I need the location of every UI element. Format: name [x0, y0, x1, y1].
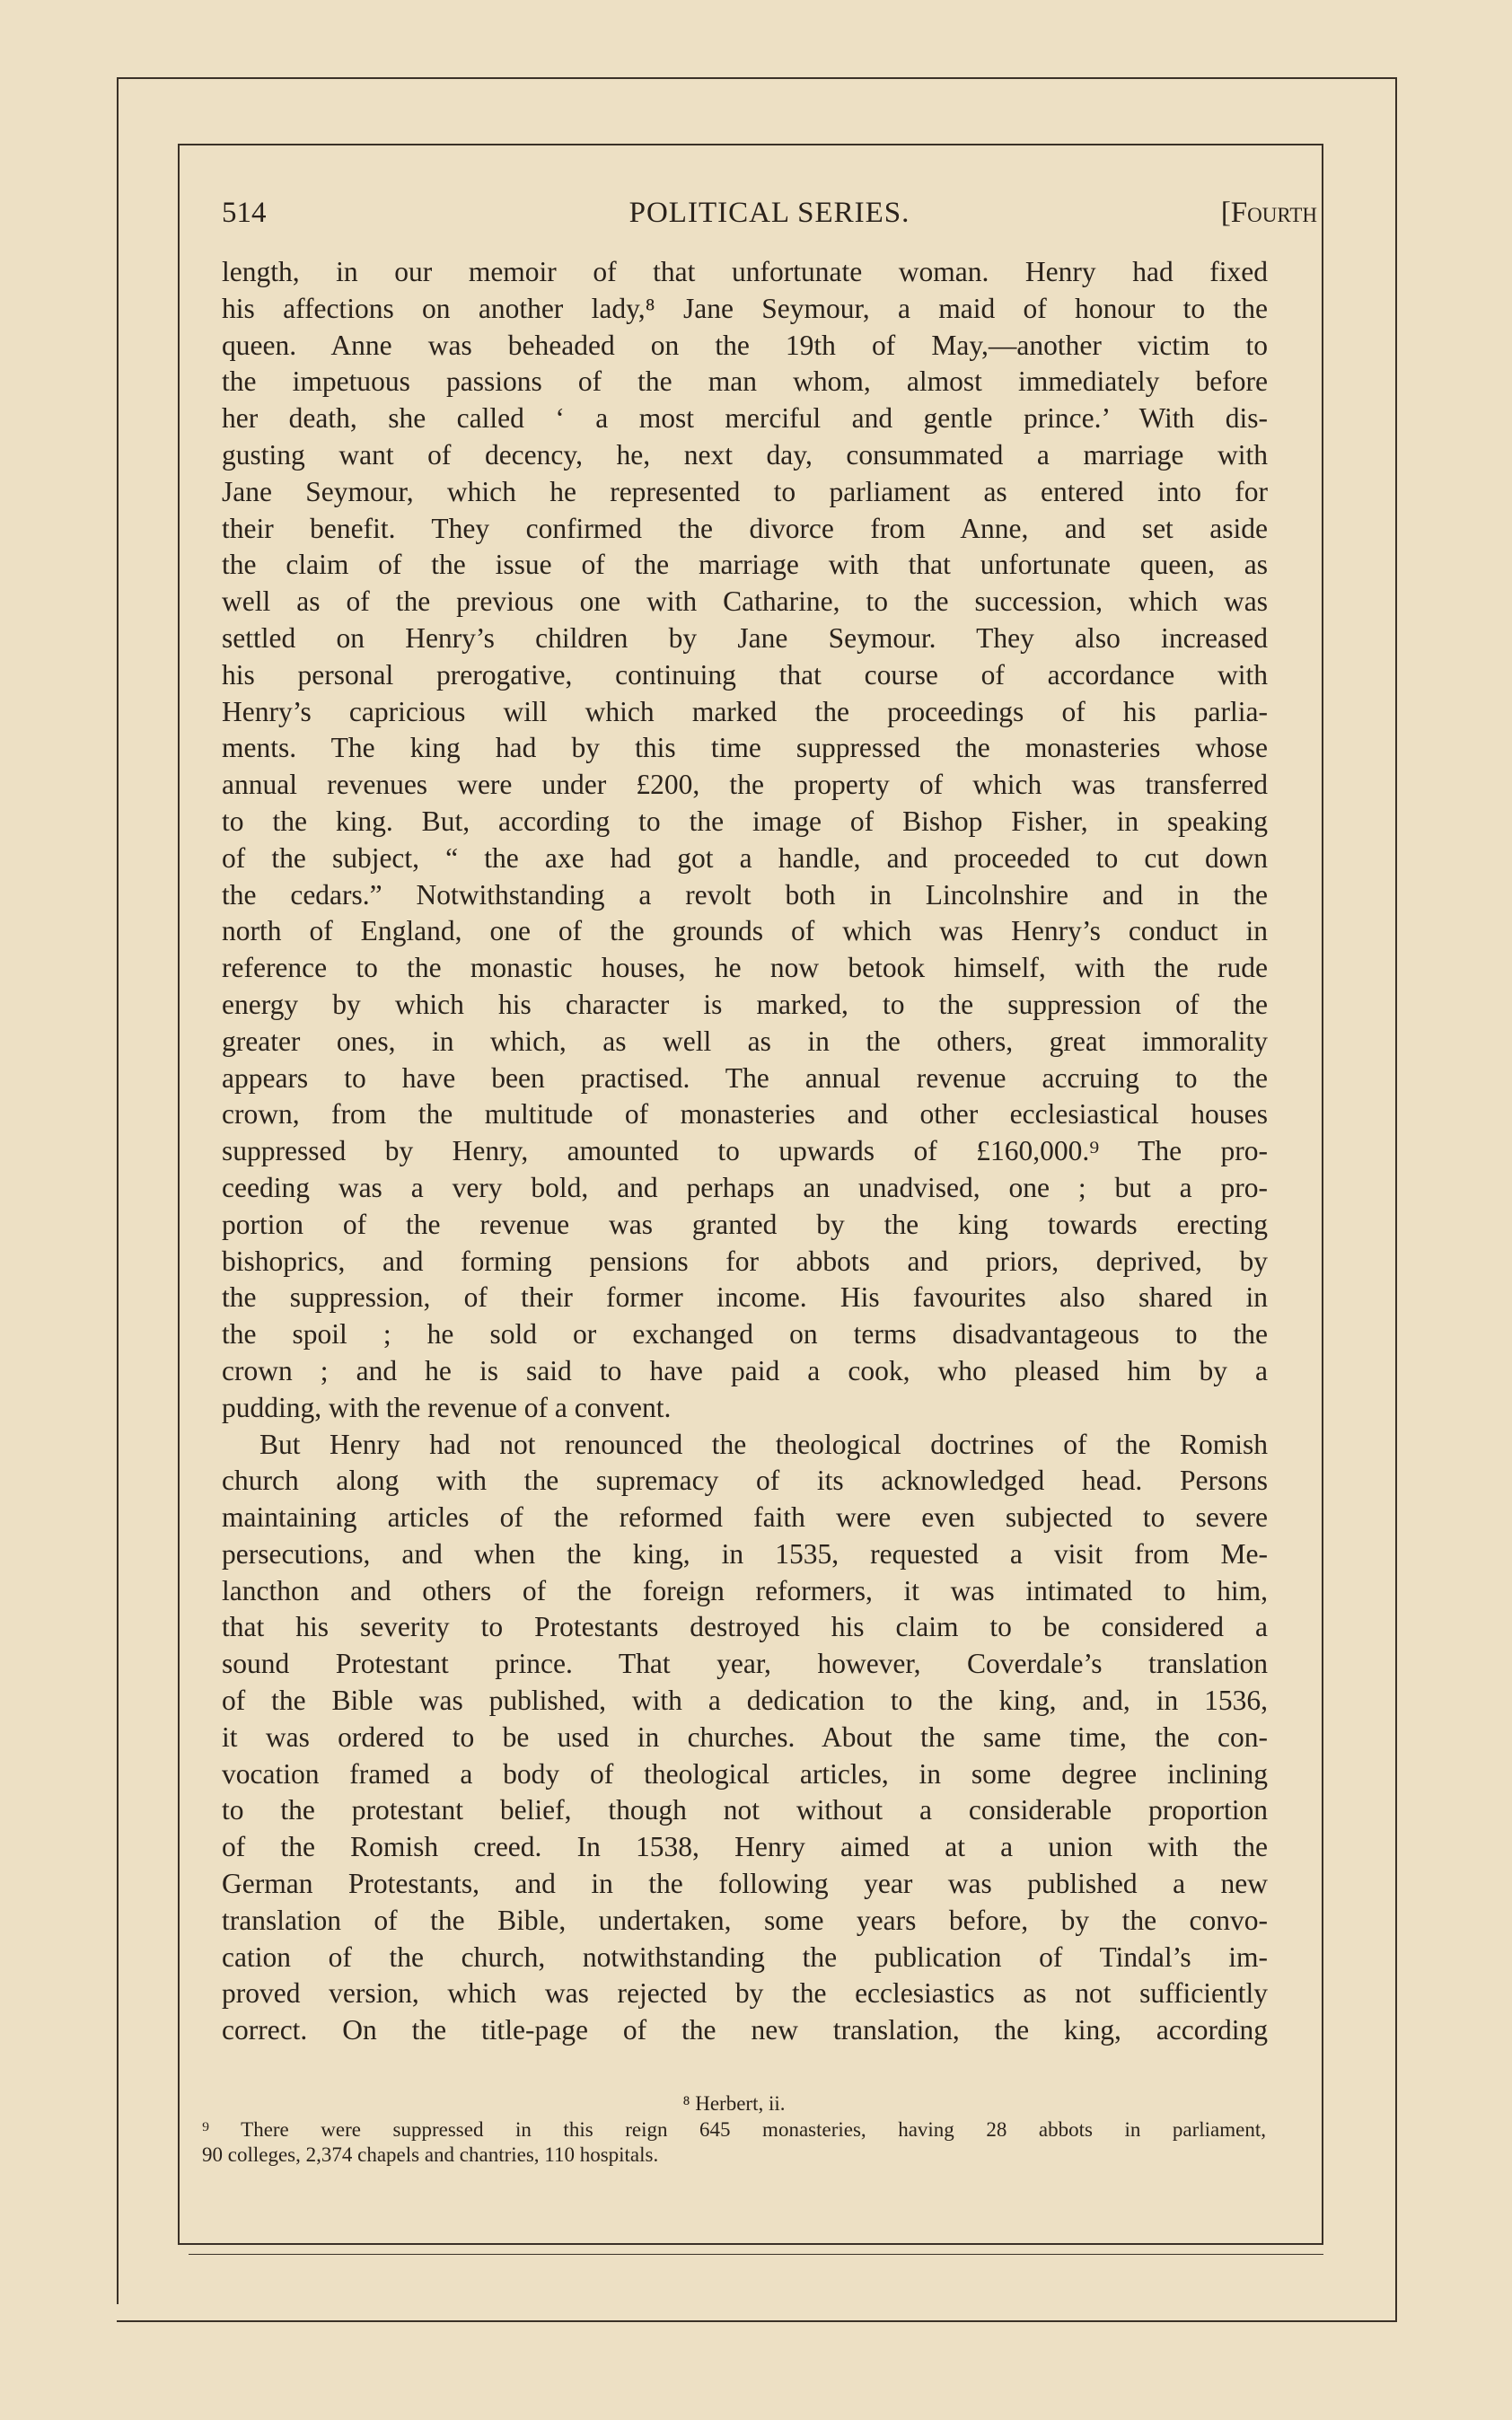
body-line: north of England, one of the grounds of which was Henry’s conduct in — [222, 915, 1268, 947]
body-line: to the protestant belief, though not without a considerable proportion — [222, 1794, 1268, 1826]
body-line: it was ordered to be used in churches. About the same time, the con- — [222, 1720, 1268, 1753]
footnote-8: ⁸ Herbert, ii. — [682, 2092, 786, 2115]
body-line: the claim of the issue of the marriage with that unfortunate queen, as — [222, 549, 1268, 581]
section-marker: [Fourth — [1220, 197, 1317, 229]
body-line: ments. The king had by this time suppressed the monasteries whose — [222, 732, 1268, 764]
body-line: greater ones, in which, as well as in the others, great immorality — [222, 1025, 1268, 1057]
body-line: well as of the previous one with Catharine, to the succession, which was — [222, 585, 1268, 618]
frame-rule-shadow-bottom — [189, 2254, 1323, 2255]
frame-rule-outer-top — [117, 77, 1397, 79]
body-line: crown ; and he is said to have paid a cook, who pleased him by a — [222, 1354, 1268, 1386]
frame-rule-outer-bottom — [117, 2320, 1397, 2322]
frame-rule-inner-bottom — [178, 2243, 1323, 2245]
body-line: cation of the church, notwithstanding the publication of Tindal’s im- — [222, 1940, 1268, 1973]
footnote-9-line: ⁹ There were suppressed in this reign 645 monasteries, having 28 abbots in parliament, — [202, 2118, 1266, 2141]
body-line: the spoil ; he sold or exchanged on terms disadvantageous to the — [222, 1318, 1268, 1351]
body-line: of the subject, “ the axe had got a handle, and proceeded to cut down — [222, 841, 1268, 874]
body-line: translation of the Bible, undertaken, some years before, by the convo- — [222, 1904, 1268, 1936]
body-line: vocation framed a body of theological articles, in some degree inclining — [222, 1757, 1268, 1790]
body-line: sound Protestant prince. That year, however, Coverdale’s translation — [222, 1648, 1268, 1680]
page-number: 514 — [222, 197, 267, 229]
body-text — [222, 254, 1268, 2049]
footnotes — [202, 2090, 1266, 2168]
body-line: his personal prerogative, continuing that course of accordance with — [222, 658, 1268, 691]
body-line: of the Romish creed. In 1538, Henry aimed at a union with the — [222, 1831, 1268, 1863]
body-line: pudding, with the revenue of a convent. — [222, 1391, 672, 1423]
body-line: Henry’s capricious will which marked the proceedings of his parlia- — [222, 695, 1268, 727]
frame-rule-inner-right — [1322, 144, 1323, 2245]
body-line: persecutions, and when the king, in 1535, requested a visit from Me- — [222, 1537, 1268, 1570]
footnote-9-line: 90 colleges, 2,374 chapels and chantries, 110 hospitals. — [202, 2143, 659, 2166]
body-line: lancthon and others of the foreign reformers, it was intimated to him, — [222, 1574, 1268, 1606]
body-line: her death, she called ‘ a most merciful and gentle prince.’ With dis- — [222, 402, 1268, 435]
body-line: queen. Anne was beheaded on the 19th of May,—another victim to — [222, 329, 1268, 361]
frame-rule-inner-top — [178, 144, 1323, 145]
body-line: German Protestants, and in the following year was published a new — [222, 1868, 1268, 1900]
body-line: But Henry had not renounced the theological doctrines of the Romish — [259, 1428, 1268, 1460]
body-line: that his severity to Protestants destroyed his claim to be considered a — [222, 1611, 1268, 1643]
body-line: Jane Seymour, which he represented to parliament as entered into for — [222, 475, 1268, 507]
body-line: gusting want of decency, he, next day, consummated a marriage with — [222, 438, 1268, 471]
body-line: correct. On the title-page of the new translation, the king, according — [222, 2014, 1268, 2046]
body-line: reference to the monastic houses, he now betook himself, with the rude — [222, 952, 1268, 984]
body-line: ceeding was a very bold, and perhaps an unadvised, one ; but a pro- — [222, 1171, 1268, 1203]
body-line: energy by which his character is marked, to the suppression of the — [222, 988, 1268, 1020]
body-line: length, in our memoir of that unfortunate woman. Henry had fixed — [222, 256, 1268, 287]
body-line: settled on Henry’s children by Jane Seymour. They also increased — [222, 621, 1268, 654]
body-line: maintaining articles of the reformed faith were even subjected to severe — [222, 1501, 1268, 1534]
body-line: to the king. But, according to the image of Bishop Fisher, in speaking — [222, 805, 1268, 837]
body-line: suppressed by Henry, amounted to upwards of £160,000.⁹ The pro- — [222, 1135, 1268, 1167]
body-line: the suppression, of their former income. His favourites also shared in — [222, 1281, 1268, 1314]
body-line: appears to have been practised. The annual revenue accruing to the — [222, 1061, 1268, 1094]
body-line: church along with the supremacy of its acknowledged head. Persons — [222, 1465, 1268, 1497]
frame-rule-outer-right — [1395, 77, 1397, 2322]
body-line: the cedars.” Notwithstanding a revolt both in Lincolnshire and in the — [222, 878, 1268, 911]
body-line: bishoprics, and forming pensions for abbots and priors, deprived, by — [222, 1245, 1268, 1277]
body-line: annual revenues were under £200, the property of which was transferred — [222, 769, 1268, 801]
body-line: the impetuous passions of the man whom, almost immediately before — [222, 365, 1268, 398]
body-line: crown, from the multitude of monasteries and other ecclesiastical houses — [222, 1098, 1268, 1131]
body-line: of the Bible was published, with a dedication to the king, and, in 1536, — [222, 1685, 1268, 1717]
body-line: proved version, which was rejected by the ecclesiastics as not sufficiently — [222, 1977, 1268, 2010]
frame-rule-inner-left — [178, 144, 180, 2245]
frame-rule-outer-left — [117, 77, 119, 2304]
footnote-9 — [202, 2117, 1266, 2168]
body-line: their benefit. They confirmed the divorce from Anne, and set aside — [222, 512, 1268, 544]
running-header — [222, 190, 1317, 235]
body-line: his affections on another lady,⁸ Jane Seymour, a maid of honour to the — [222, 292, 1268, 324]
running-title: POLITICAL SERIES. — [629, 197, 910, 229]
body-line: portion of the revenue was granted by the king towards erecting — [222, 1208, 1268, 1240]
